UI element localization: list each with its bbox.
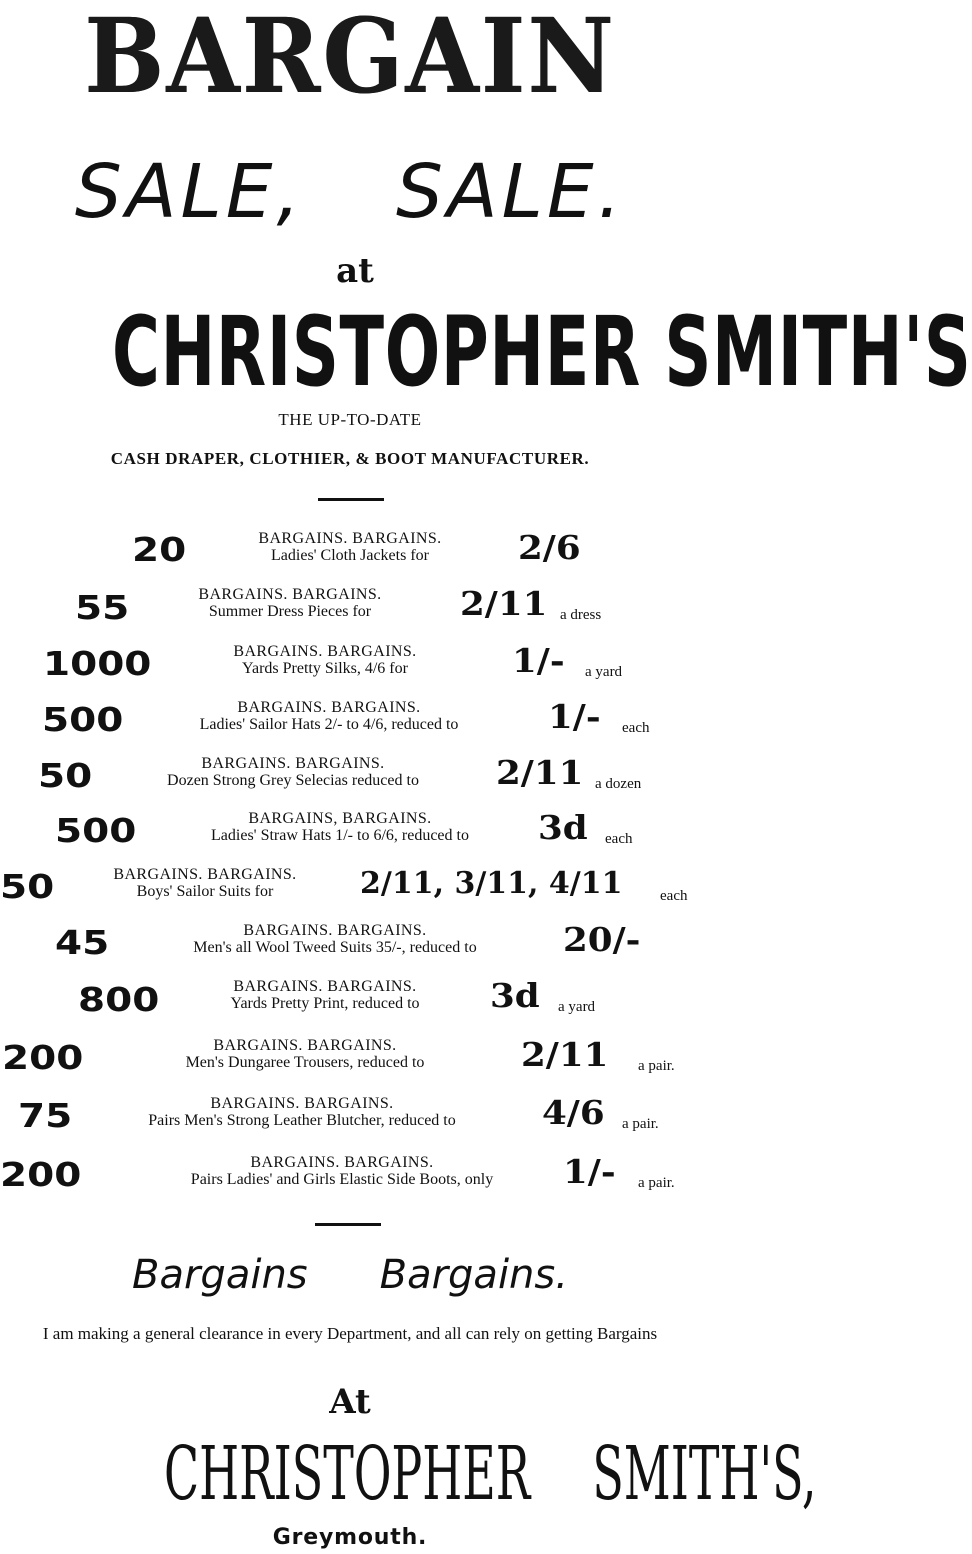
bargain-quantity: 500 bbox=[55, 811, 137, 850]
bargain-description bbox=[70, 866, 340, 900]
bargain-item: Ladies' Cloth Jackets for bbox=[271, 547, 429, 564]
bargain-quantity: 1000 bbox=[43, 644, 152, 683]
bargain-row bbox=[0, 1037, 700, 1089]
bargain-price: 1/- bbox=[512, 641, 565, 680]
bargain-price: 2/11, 3/11, 4/11 bbox=[360, 866, 623, 901]
bargain-row bbox=[0, 755, 700, 807]
bargain-row bbox=[0, 978, 700, 1030]
bargain-description bbox=[142, 1154, 542, 1188]
bargain-description bbox=[150, 586, 430, 620]
ad-title: BARGAIN bbox=[84, 0, 616, 117]
bargain-quantity: 50 bbox=[38, 756, 93, 795]
bargain-price: 2/11 bbox=[460, 584, 548, 623]
bargain-row bbox=[0, 810, 700, 862]
bargain-description bbox=[180, 978, 470, 1012]
bargain-item: Pairs Ladies' and Girls Elastic Side Boots, only bbox=[190, 1171, 494, 1188]
bargain-row bbox=[0, 922, 700, 974]
sale-word-1: SALE, bbox=[74, 149, 304, 235]
bargain-heading: BARGAINS. BARGAINS. bbox=[237, 699, 421, 716]
bargain-unit: each bbox=[605, 831, 633, 847]
bargain-heading: BARGAINS. BARGAINS. bbox=[243, 922, 427, 939]
bargain-item: Dozen Strong Grey Selecias reduced to bbox=[167, 772, 419, 789]
bargain-price: 20/- bbox=[563, 920, 641, 959]
bargain-quantity: 75 bbox=[18, 1096, 73, 1135]
trade-description: CASH DRAPER, CLOTHIER, & BOOT MANUFACTURER. bbox=[110, 449, 590, 468]
bargain-row bbox=[0, 586, 700, 638]
tagline: THE UP-TO-DATE bbox=[278, 410, 422, 429]
bargain-quantity: 200 bbox=[2, 1038, 84, 1077]
footer-shop-name-2: SMITH'S, bbox=[592, 1431, 817, 1517]
bargain-description bbox=[148, 699, 510, 733]
bargain-item: Boys' Sailor Suits for bbox=[136, 883, 274, 900]
bargain-price: 3d bbox=[538, 808, 588, 847]
footer-at-word: At bbox=[329, 1382, 371, 1422]
bargain-item: Yards Pretty Silks, 4/6 for bbox=[242, 660, 408, 677]
bargain-heading: BARGAINS. BARGAINS. bbox=[250, 1154, 434, 1171]
at-word: at bbox=[336, 251, 374, 291]
bargain-price: 2/6 bbox=[518, 528, 581, 567]
bargain-heading: BARGAINS. BARGAINS. bbox=[233, 978, 417, 995]
bargain-quantity: 20 bbox=[132, 530, 187, 569]
bargain-price: 4/6 bbox=[542, 1093, 605, 1132]
bargain-item: Yards Pretty Print, reduced to bbox=[230, 995, 420, 1012]
clearance-notice: I am making a general clearance in every Department, and all can rely on getting Bargains bbox=[42, 1324, 658, 1343]
bargain-unit: each bbox=[622, 720, 650, 736]
bargain-heading: BARGAINS. BARGAINS. bbox=[198, 586, 382, 603]
bargain-heading: BARGAINS. BARGAINS. bbox=[113, 866, 297, 883]
bargain-unit: a dozen bbox=[595, 776, 642, 792]
bargain-heading: BARGAINS. BARGAINS. bbox=[201, 755, 385, 772]
bargain-description bbox=[140, 922, 530, 956]
bargain-unit: a dress bbox=[560, 607, 602, 623]
bargain-item: Men's Dungaree Trousers, reduced to bbox=[185, 1054, 425, 1071]
bargain-unit: each bbox=[660, 888, 688, 904]
bargain-unit: a pair. bbox=[622, 1116, 659, 1132]
sale-word-2: SALE. bbox=[396, 149, 626, 235]
bargain-item: Ladies' Straw Hats 1/- to 6/6, reduced to bbox=[211, 827, 469, 844]
bargain-description bbox=[92, 1095, 512, 1129]
bargain-description bbox=[180, 643, 470, 677]
bargain-heading: BARGAINS. BARGAINS. bbox=[210, 1095, 394, 1112]
bargain-price: 2/11 bbox=[521, 1035, 609, 1074]
bargain-description bbox=[160, 810, 520, 844]
bargain-item: Summer Dress Pieces for bbox=[208, 603, 372, 620]
bargain-description bbox=[118, 755, 468, 789]
footer-bargains-word-1: Bargains bbox=[132, 1252, 308, 1298]
bargain-item: Men's all Wool Tweed Suits 35/-, reduced to bbox=[193, 939, 477, 956]
bargain-price: 1/- bbox=[548, 697, 601, 736]
bargain-item: Ladies' Sailor Hats 2/- to 4/6, reduced to bbox=[199, 716, 459, 733]
footer-shop-name-1: CHRISTOPHER bbox=[164, 1431, 531, 1517]
bargain-unit: a pair. bbox=[638, 1058, 675, 1074]
bargain-price: 3d bbox=[490, 976, 540, 1015]
bargain-heading: BARGAINS. BARGAINS. bbox=[233, 643, 417, 660]
bargain-heading: BARGAINS, BARGAINS. bbox=[248, 810, 432, 827]
bargain-row bbox=[0, 699, 700, 751]
shop-name: CHRISTOPHER SMITH'S bbox=[112, 296, 972, 408]
bargain-price: 2/11 bbox=[496, 753, 584, 792]
bargain-row bbox=[0, 530, 700, 582]
divider-top bbox=[318, 498, 384, 501]
bargain-heading: BARGAINS. BARGAINS. bbox=[213, 1037, 397, 1054]
sale-heading bbox=[0, 149, 700, 235]
bargain-row bbox=[0, 643, 700, 695]
bargain-heading: BARGAINS. BARGAINS. bbox=[258, 530, 442, 547]
footer-bargains-heading bbox=[0, 1252, 700, 1298]
footer-bargains-word-2: Bargains. bbox=[379, 1252, 568, 1298]
bargain-quantity: 800 bbox=[78, 980, 160, 1019]
bargain-description bbox=[200, 530, 500, 564]
bargain-quantity: 55 bbox=[75, 588, 130, 627]
bargain-quantity: 50 bbox=[0, 867, 55, 906]
town-name: Greymouth. bbox=[272, 1525, 428, 1550]
bargain-row bbox=[0, 1154, 700, 1206]
bargain-description bbox=[140, 1037, 470, 1071]
divider-bottom bbox=[315, 1223, 381, 1226]
footer-shop-name bbox=[133, 1431, 817, 1517]
bargain-row bbox=[0, 866, 700, 918]
bargain-quantity: 200 bbox=[0, 1155, 82, 1194]
bargain-price: 1/- bbox=[563, 1152, 616, 1191]
bargain-unit: a pair. bbox=[638, 1175, 675, 1191]
bargain-item: Pairs Men's Strong Leather Blutcher, reduced to bbox=[148, 1112, 456, 1129]
bargain-row bbox=[0, 1095, 700, 1147]
bargain-unit: a yard bbox=[558, 999, 596, 1015]
bargain-quantity: 500 bbox=[42, 700, 124, 739]
bargain-unit: a yard bbox=[585, 664, 623, 680]
bargain-quantity: 45 bbox=[55, 923, 110, 962]
